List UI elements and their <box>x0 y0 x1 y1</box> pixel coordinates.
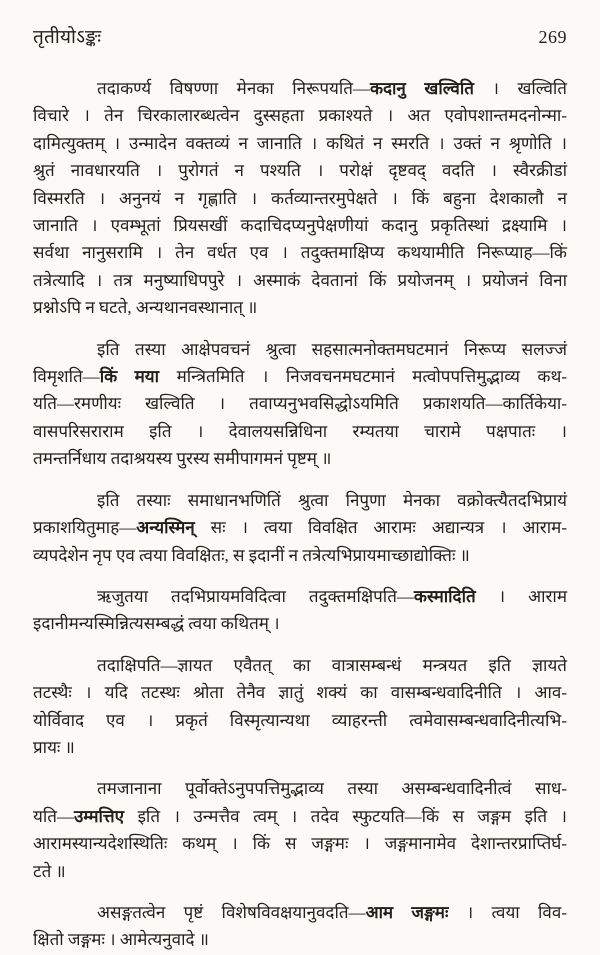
text-line <box>33 542 567 569</box>
body-text-segment: तमजानाना पूर्वोक्तेऽनुपपत्तिमुद्भाव्य तस्या असम्बन्धवादिनीत्वं साध- <box>97 779 567 799</box>
body-text-segment: तदाक्षिपति—ज्ञायत एवैतत् का वात्रासम्बन्धं मन्त्रयत इति ज्ञायते <box>97 655 567 675</box>
body-text-segment: विमृशति— <box>33 367 100 387</box>
text-line <box>33 514 567 541</box>
text-line <box>33 610 567 637</box>
body-text-segment: मन्त्रितमिति । निजवचनमघटमानं मत्वोपपत्तिमुद्भाव्य कथ- <box>159 367 567 387</box>
text-line <box>33 487 567 514</box>
body-text-segment: प्रकाशयितुमाह— <box>33 518 137 538</box>
body-text-segment: क्षितो जङ्गमः । आमेत्यनुवादे ॥ <box>33 930 209 950</box>
paragraph <box>33 75 567 322</box>
pratika-bold-text: उम्मत्तिए <box>73 806 125 826</box>
body-text-segment: वासपरिसराराम इति । देवालयसन्निधिना रम्यतया चारामे पक्षपातः । <box>33 421 567 441</box>
body-text-segment: जानाति । एवम्भूतां प्रियसखीं कदाचिदप्यनुपेक्षणीयां कदानु प्रकृतिस्थां द्रक्ष्यामि । <box>33 216 567 236</box>
body-text-segment: इति तस्या आक्षेपवचनं श्रुत्वा सहसात्मनोक्तमघटमानं निरूप्य सलज्जं <box>97 339 567 359</box>
body-text-segment: यति—रमणीयः खल्विति । तवाप्यनुभवसिद्धोऽयमिति प्रकाशयति—कार्तिकेया- <box>33 394 567 414</box>
text-line <box>33 583 567 610</box>
page-number: 269 <box>538 27 567 47</box>
text-line <box>33 899 567 926</box>
body-text-segment: प्रायः ॥ <box>33 737 75 757</box>
text-line <box>33 267 567 294</box>
paragraph <box>33 583 567 638</box>
body-text-segment: । खल्विति <box>473 79 568 98</box>
text-line <box>33 75 567 102</box>
text-line <box>33 652 567 679</box>
body-text-segment: तमन्तर्निधाय तदाश्रयस्य पुरस्य समीपागमनं पृष्टम् ॥ <box>33 449 332 469</box>
body-text-segment: योर्विवाद एव । प्रकृतं विस्मृत्यान्यथा व्याहरन्ती त्वमेवासम्बन्धवादिनीत्यभि- <box>33 710 567 730</box>
text-line <box>33 830 567 857</box>
text-line <box>33 212 567 239</box>
body-text-segment: दामित्युक्तम् । उन्मादेन वक्तव्यं न जानाति । कथितं न स्मरति । उक्तं न श्रृणोति । <box>33 133 567 153</box>
paragraph <box>33 336 567 473</box>
text-line <box>33 102 567 129</box>
text-line <box>33 363 567 390</box>
body-text-segment: सर्वथा नानुसरामि । तेन वर्धत एव । तदुक्तमाक्षिप्य कथयामीति निरूप्याह—किं <box>33 243 567 263</box>
text-line <box>33 679 567 706</box>
text-line <box>33 926 567 953</box>
text-line <box>33 803 567 830</box>
body-text-segment: इदानीमन्यस्मिन्नित्यसम्बद्धं त्वया कथितम् । <box>33 614 280 634</box>
page-header <box>33 24 567 51</box>
paragraph <box>33 775 567 885</box>
section-title: तृतीयोऽङ्कः <box>33 27 102 48</box>
text-line <box>33 390 567 417</box>
paragraph <box>33 487 567 569</box>
text-line <box>33 157 567 184</box>
text-line <box>33 734 567 761</box>
body-text-segment: । आराम <box>475 586 567 606</box>
text-line <box>33 239 567 266</box>
body-text-segment: तदाकर्ण्य विषण्णा मेनका निरूपयति— <box>97 79 370 98</box>
pratika-bold-text: अन्यस्मिन् <box>136 518 195 538</box>
page-body <box>33 75 567 954</box>
pratika-bold-text: कस्मादिति <box>413 586 476 606</box>
body-text-segment: विस्मरति । अनुनयं न गृह्णाति । कर्तव्यान्तरमुपेक्षते । किं बहुना देशकालौ न <box>33 188 567 208</box>
body-text-segment: टते ॥ <box>33 861 66 881</box>
body-text-segment: । त्वया विव- <box>448 902 567 922</box>
text-line <box>33 418 567 445</box>
body-text-segment: प्रश्नोऽपि न घटते, अन्यथानवस्थानात् ॥ <box>33 298 258 318</box>
body-text-segment: ऋजुतया तदभिप्रायमविदित्वा तदुक्तमक्षिपति— <box>97 586 414 606</box>
body-text-segment: तटस्थैः । यदि तटस्थः श्रोता तेनैव ज्ञातुं शक्यं का वासम्बन्धवादिनीति । आव- <box>33 683 567 703</box>
paragraph <box>33 899 567 954</box>
text-line <box>33 858 567 885</box>
body-text-segment: विचारे । तेन चिरकालारब्धत्वेन दुस्सहता प्रकाश्यते । अत एवोपशान्तमदनोन्मा- <box>33 106 567 126</box>
pratika-bold-text: किं मया <box>99 367 160 387</box>
text-line <box>33 130 567 157</box>
body-text-segment: यति— <box>33 806 74 826</box>
body-text-segment: इति । उन्मत्तैव त्वम् । तदेव स्फुटयति—किं स जङ्गम इति । <box>124 806 567 826</box>
body-text-segment: असङ्गतत्वेन पृष्टं विशेषविवक्षयानुवदति— <box>97 902 366 922</box>
text-line <box>33 185 567 212</box>
text-line <box>33 294 567 321</box>
body-text-segment: इति तस्याः समाधानभणितिं श्रुत्वा निपुणा मेनका वक्रोक्त्यैतदभिप्रायं <box>97 490 567 510</box>
text-line <box>33 775 567 802</box>
text-line <box>33 707 567 734</box>
body-text-segment: व्यपदेशेन नृप एव त्वया विवक्षितः, स इदानीं न तत्रेत्यभिप्रायमाच्छाद्योक्तिः ॥ <box>33 545 470 565</box>
body-text-segment: आरामस्यान्यदेशस्थितिः कथम् । किं स जङ्गमः । जङ्गमानामेव देशान्तरप्राप्तिर्घ- <box>33 834 567 854</box>
pratika-bold-text: आम जङ्गमः <box>365 902 449 922</box>
body-text-segment: सः । त्वया विवक्षित आरामः अद्यान्यत्र । आराम- <box>194 518 567 538</box>
text-line <box>33 336 567 363</box>
paragraph <box>33 652 567 762</box>
body-text-segment: श्रुतं नावधारयति । पुरोगतं न पश्यति । परोक्षं दृष्टवद् वदति । स्वैरक्रीडां <box>33 161 567 181</box>
pratika-bold-text: कदानु खल्विति <box>369 79 474 98</box>
text-line <box>33 445 567 472</box>
body-text-segment: तत्रेत्यादि । तत्र मनुष्याधिपपुरे । अस्माकं देवतानां किं प्रयोजनम् । प्रयोजनं विना <box>33 270 567 290</box>
